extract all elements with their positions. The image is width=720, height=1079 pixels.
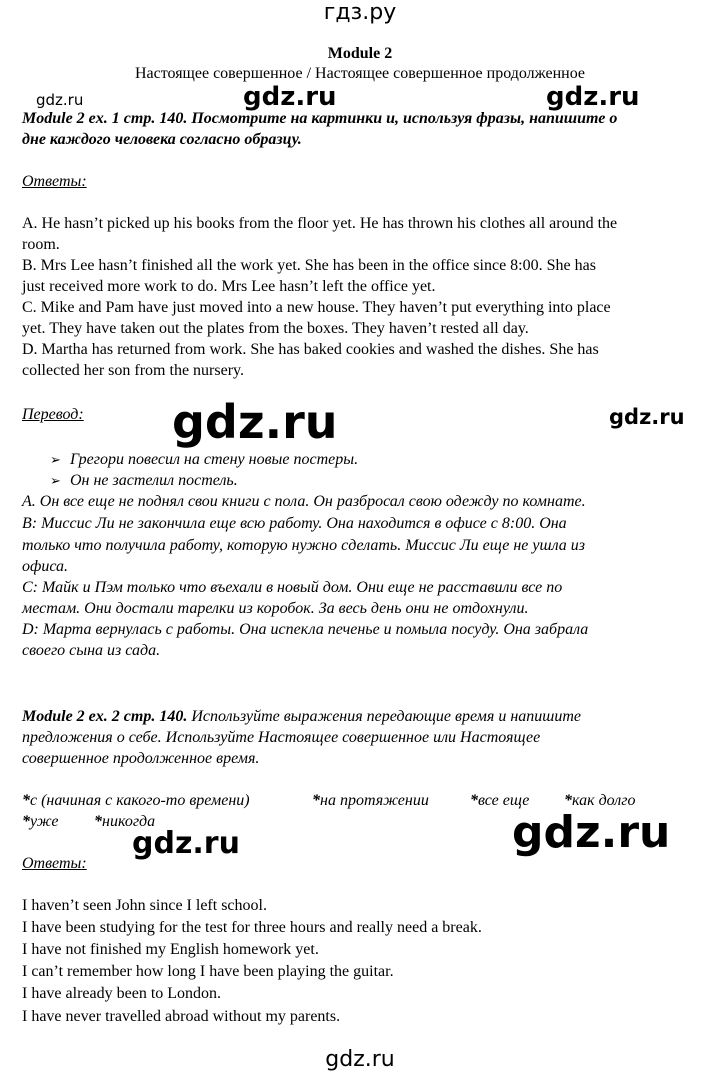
watermark: gdz.ru [546,82,640,112]
ex1-answers-label: Ответы: [22,173,87,190]
answer-line: collected her son from the nursery. [22,362,244,379]
bullet-item [50,449,358,471]
watermark: gdz.ru [243,82,337,112]
module-subtitle: Настоящее совершенное / Настоящее совершенное продолженное [134,65,586,82]
answer-line: I have not finished my English homework yet. [22,941,319,958]
ex1-task-line2: дне каждого человека согласно образцу. [22,131,302,148]
ex2-reference: Module 2 ex. 2 стр. 140. [22,708,188,725]
bullet-text: Грегори повесил на стену новые постеры. [70,451,359,468]
translation-line: D: Марта вернулась с работы. Она испекла печенье и помыла посуду. Она забрала [22,621,589,638]
watermark-small: gdz.ru [36,91,84,109]
answer-line: A. He hasn’t picked up his books from the floor yet. He has thrown his clothes all around the [22,215,618,232]
ex2-answers-label: Ответы: [22,855,87,872]
phrase-item: *уже [22,813,59,830]
translation-line: С: Майк и Пэм только что въехали в новый дом. Они еще не расставили все по [22,579,563,596]
translation-line: офиса. [22,558,69,575]
arrow-bullet-icon: ➢ [50,453,61,468]
phrase-item: *на протяжении [312,792,429,809]
site-header: гдз.ру [323,0,397,25]
phrase-item: *все еще [470,792,530,809]
answer-line: yet. They have taken out the plates from the boxes. They haven’t rested all day. [22,320,529,337]
answer-line: I have never travelled abroad without my parents. [22,1008,341,1025]
ex1-task [22,108,617,129]
ex2-task-line2: предложения о себе. Используйте Настоящее совершенное или Настоящее [22,729,541,746]
phrase-item: *с (начиная с какого-то времени) [22,792,250,809]
ex1-translation-label: Перевод: [22,406,84,423]
answer-line: C. Mike and Pam have just moved into a new house. They haven’t put everything into place [22,299,611,316]
translation-line: только что получила работу, которую нужно сделать. Миссис Ли еще не ушла из [22,537,585,554]
translation-line: В: Миссис Ли не закончила еще всю работу. Она находится в офисе с 8:00. Она [22,515,567,532]
ex1-task-line1: Посмотрите на картинки и, используя фразы, напишите о [187,110,618,127]
watermark: gdz.ru [132,826,240,861]
phrase-item: *никогда [94,813,156,830]
translation-line: местам. Они достали тарелки из коробок. За весь день они не отдохнули. [22,600,529,617]
answer-line: room. [22,236,60,253]
ex2-task-line1: Используйте выражения передающие время и напишите [187,708,581,725]
watermark: gdz.ru [609,405,685,429]
bullet-item [50,470,238,492]
phrase-item: *как долго [564,792,636,809]
answer-line: B. Mrs Lee hasn’t finished all the work yet. She has been in the office since 8:00. She has [22,257,596,274]
site-footer: gdz.ru [325,1047,395,1072]
module-title: Module 2 [327,45,393,62]
translation-line: А. Он все еще не поднял свои книги с пола. Он разбросал свою одежду по комнате. [22,493,586,510]
bullet-text: Он не застелил постель. [70,472,238,489]
ex1-reference: Module 2 ex. 1 стр. 140. [22,110,188,127]
watermark-large: gdz.ru [172,395,338,449]
answer-line: I can’t remember how long I have been playing the guitar. [22,963,394,980]
arrow-bullet-icon: ➢ [50,474,61,489]
translation-line: своего сына из сада. [22,642,161,659]
answer-line: D. Martha has returned from work. She has baked cookies and washed the dishes. She has [22,341,599,358]
ex2-task [22,706,581,727]
answer-line: just received more work to do. Mrs Lee hasn’t left the office yet. [22,278,436,295]
answer-line: I have already been to London. [22,985,222,1002]
ex2-task-line3: совершенное продолженное время. [22,750,260,767]
answer-line: I have been studying for the test for three hours and really need a break. [22,919,482,936]
watermark-large: gdz.ru [512,807,671,858]
answer-line: I haven’t seen John since I left school. [22,897,267,914]
